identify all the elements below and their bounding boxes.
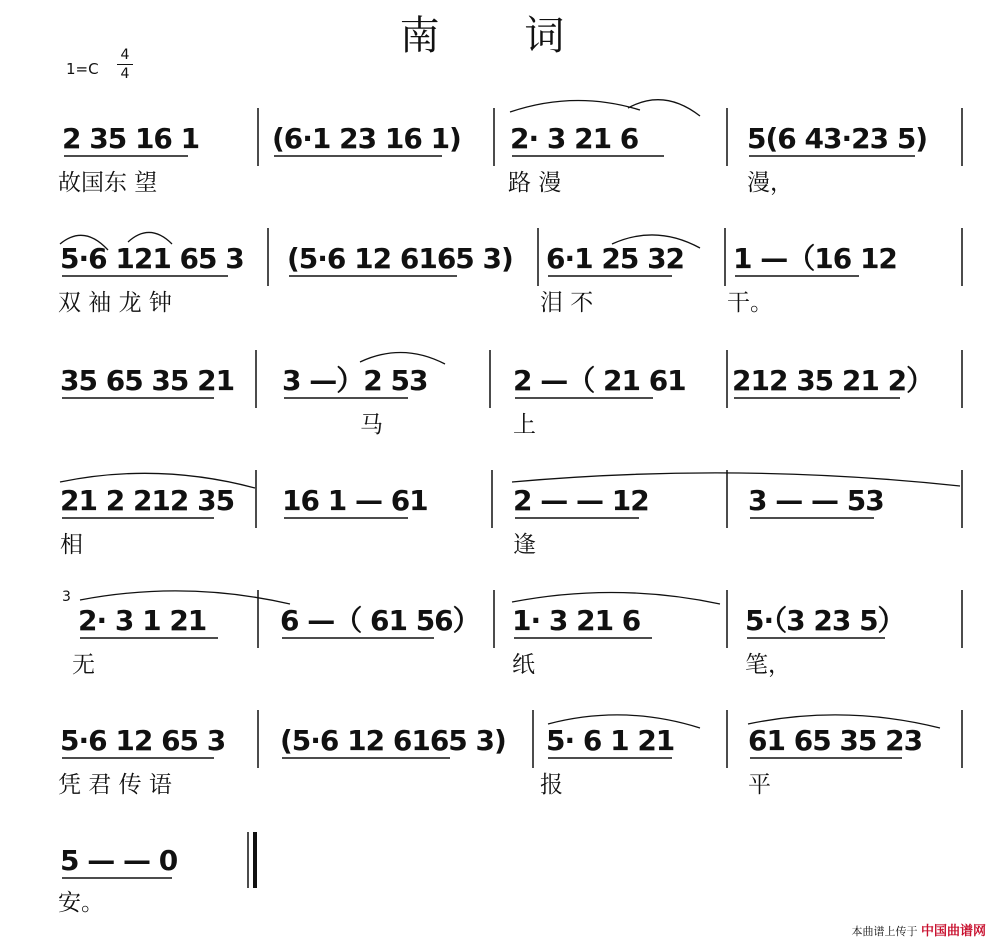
notation-measure: 35 65 35 21 [60,364,235,397]
lyric-text: 马 [360,412,383,438]
lyric-text: 上 [513,412,536,438]
notation-measure: 21 2 212 35 [60,484,235,517]
notation-measure: 5 — — 0 [60,844,178,877]
notation-measure: 5· 6 1 21 [546,724,675,757]
notation-measure: 5·6 121 65 3 [60,242,244,275]
notation-measure: 5·6 12 65 3 [60,724,226,757]
slur-arc [360,352,445,364]
lyric-text: 相 [60,532,83,558]
notation-measure: 2 — — 12 [513,484,649,517]
lyric-text: 干。 [727,290,773,316]
notation-measure: 1· 3 21 6 [512,604,641,637]
lyric-text: 无 [72,652,95,678]
notation-measure: (5·6 12 6165 3) [287,242,513,275]
lyric-text: 漫， [747,170,793,196]
slur-arc [510,100,640,112]
notation-measure: 61 65 35 23 [748,724,923,757]
notation-measure: 2 35 16 1 [62,122,200,155]
notation-measure: 212 35 21 2） [732,364,934,397]
page-title: 南 词 [399,13,601,59]
notation-measure: 2· 3 1 21 [78,604,207,637]
lyric-text: 笔， [745,652,791,678]
lyric-text: 逢 [513,532,536,558]
lyric-text: 双 袖 龙 钟 [58,290,172,316]
notation-measure: 5·（3 23 5） [745,604,905,637]
notation-measure: 2· 3 21 6 [510,122,639,155]
notation-measure: (6·1 23 16 1) [272,122,461,155]
grace-note: 3 [62,589,71,605]
notation-measure: 5(6 43·23 5) [747,122,928,155]
lyric-text: 报 [540,772,563,798]
notation-measure: 6·1 25 32 [546,242,685,275]
lyric-text: 泪 不 [540,290,594,316]
notation-measure: 3 — — 53 [748,484,884,517]
key-signature: 1=C [66,60,99,78]
lyric-text: 凭 君 传 语 [58,772,172,798]
footer-site: 中国曲谱网 [920,924,986,939]
lyric-text: 安。 [58,890,104,916]
notation-measure: 2 —（ 21 61 [513,364,686,397]
slur-arc [628,100,700,116]
lyric-text: 故国东 望 [58,170,158,196]
lyric-text: 平 [748,772,771,798]
slur-arc [512,592,720,604]
lyric-text: 纸 [512,652,535,678]
footer-credit [851,920,986,939]
notation-measure: 16 1 — 61 [282,484,428,517]
notation-measure: 6 —（ 61 56） [280,604,480,637]
time-numerator: 4 [120,47,130,63]
notation-measure: 1 —（16 12 [733,242,897,275]
footer-prefix: 本曲谱上传于 [851,925,918,938]
notation-measure: 3 —）2 53 [282,364,428,397]
lyric-text: 路 漫 [508,170,562,196]
time-denominator: 4 [120,66,130,82]
notation-measure: (5·6 12 6165 3) [280,724,506,757]
